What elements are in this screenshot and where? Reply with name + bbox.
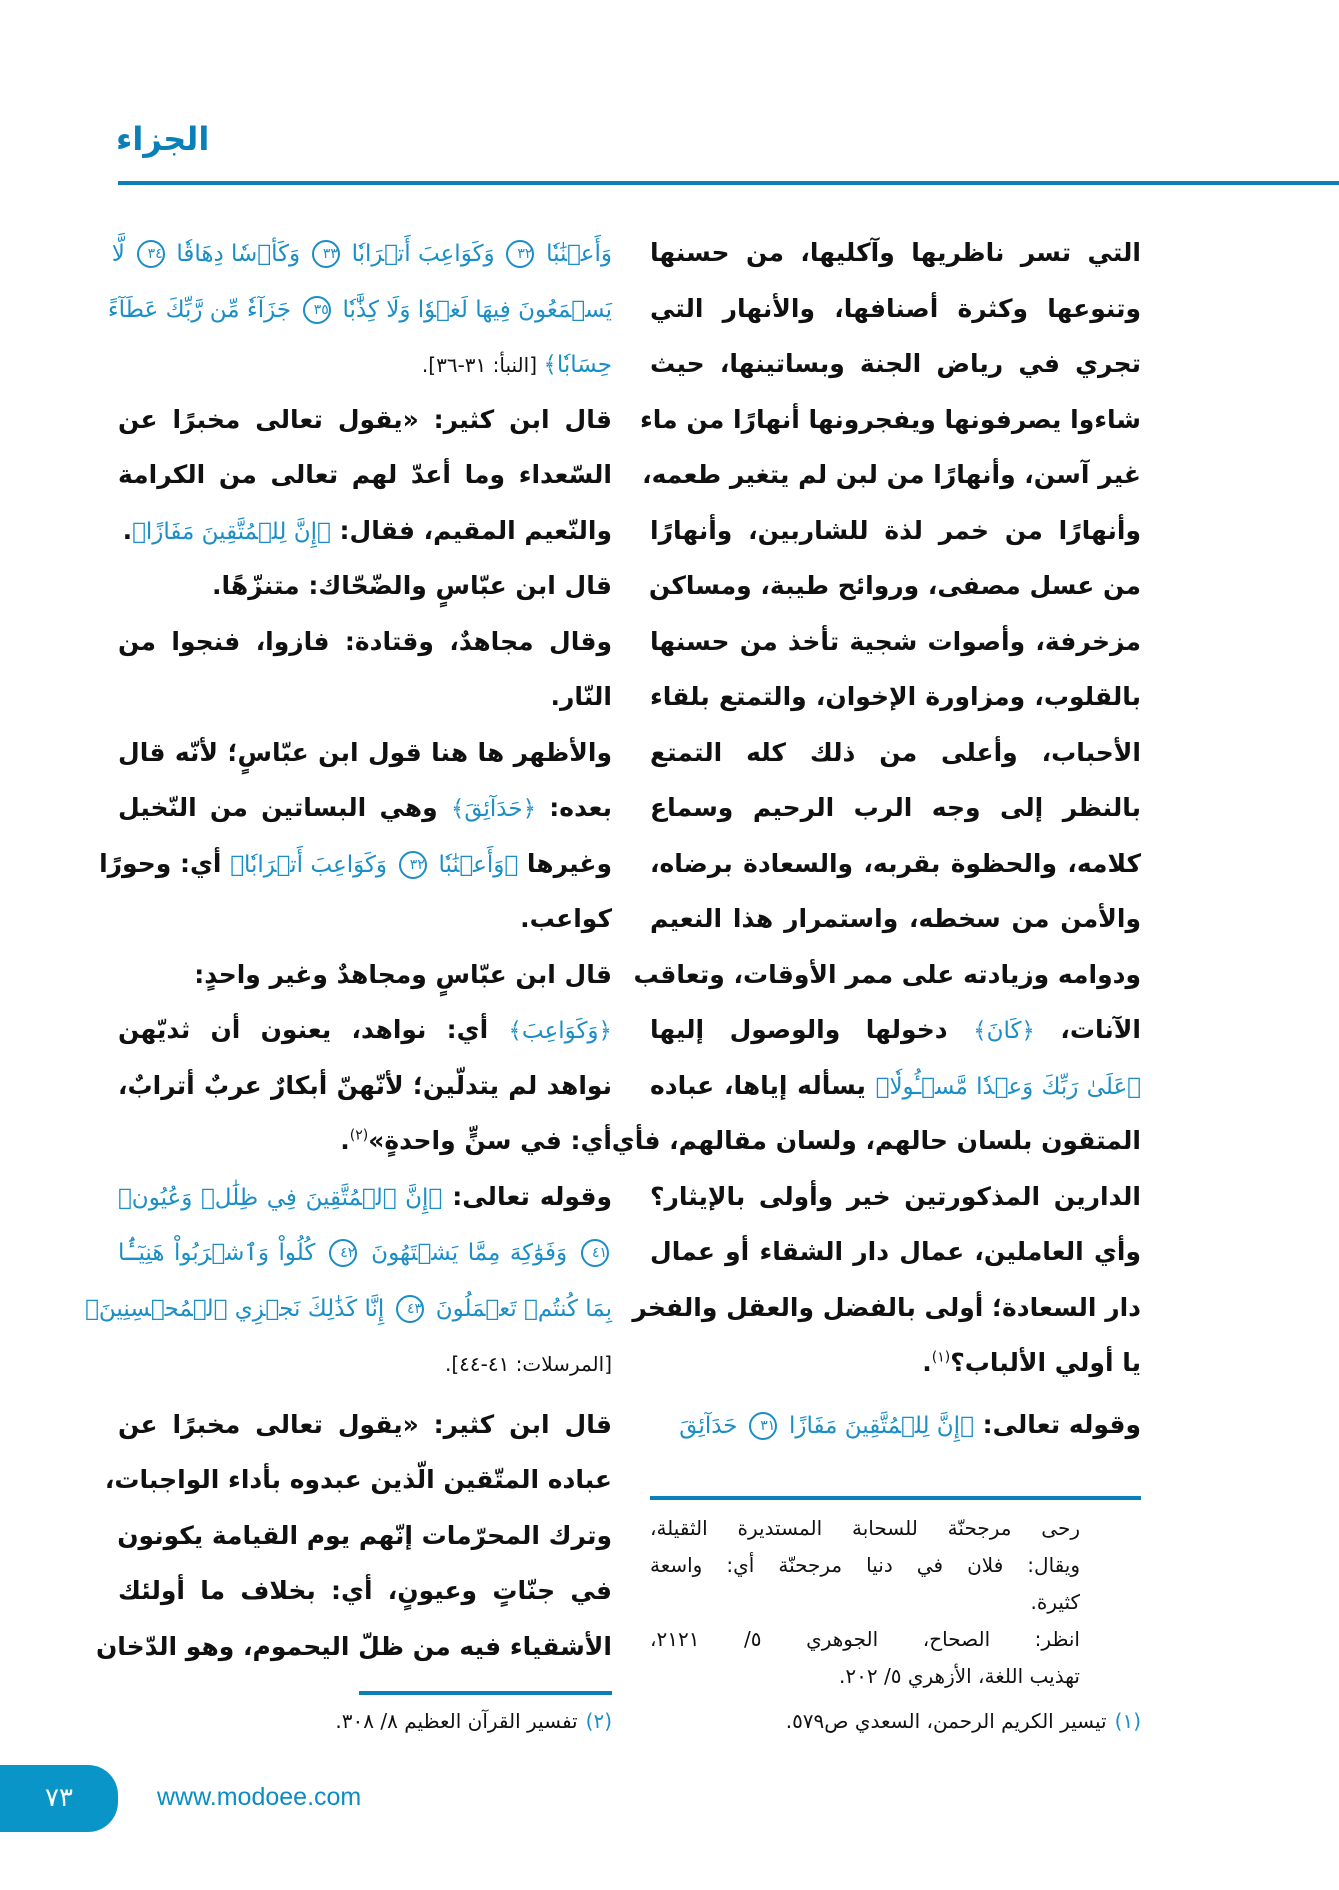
body-text: أي: في سنٍّ واحدةٍ» [368,1126,612,1155]
text-line [118,1058,612,1114]
quran-text: حَدَآئِقَ [679,1412,738,1439]
text-line [118,891,612,947]
quran-text: حِسَابٗا﴾ [543,352,612,378]
footnotes-right [650,1510,1080,1695]
body-text: وهي البساتين من النّخيل [118,793,451,822]
quran-text: ﴿وَأَعۡنَٰبٗا [438,851,519,878]
text-line [107,281,612,337]
text-line [650,336,1141,392]
ayah-number-marker: ٤٢ [329,1239,357,1267]
text-line [118,392,612,448]
ayah-number-marker: ٣٢ [399,851,427,879]
body-text: مزخرفة، وأصوات شجية تأخذ من حسنها [650,626,1141,656]
body-text: ودوامه وزيادته على ممر الأوقات، وتعاقب [633,959,1141,989]
body-text: الأشقياء فيه من ظلّ اليحموم، وهو الدّخان [95,1631,612,1661]
quran-text: ﴿إِنَّ لِلۡمُتَّقِينَ مَفَازًا [788,1412,974,1439]
text-line [118,1224,612,1280]
footnote-text: تفسير القرآن العظيم ٨/ ٣٠٨. [335,1709,578,1733]
body-text: والأظهر ها هنا قول ابن عبّاسٍ؛ لأنّه قال [118,737,612,767]
body-text: يا أولي الألباب؟ [950,1348,1141,1377]
body-text: والأمن من سخطه، واستمرار هذا النعيم [650,904,1141,933]
text-line [650,836,1141,892]
text-line [650,1002,1141,1058]
text-line [118,1508,612,1564]
text-line [118,1002,612,1058]
text-line [650,1397,1141,1453]
running-title: الجزاء [116,120,210,158]
text-line [650,669,1141,725]
text-line [118,336,612,392]
body-text: وقال مجاهدٌ، وقتادة: فازوا، فنجوا من [118,626,612,656]
text-line [642,447,1141,503]
body-text: قال ابن عبّاسٍ والضّحّاك: متنزّهًا. [212,571,612,600]
quran-text: إِنَّا كَذَٰلِكَ نَجۡزِي ٱلۡمُحۡسِنِينَ﴾ [85,1295,385,1322]
body-text: النّار. [550,682,612,711]
body-text: دار السعادة؛ أولى بالفضل والعقل والفخر [632,1292,1141,1322]
text-line [85,1280,612,1336]
body-text: في جنّاتٍ وعيونٍ، أي: بخلاف ما أولئك [118,1576,612,1605]
ayah-number-marker: ٤٣ [396,1295,424,1323]
body-text: وأي العاملين، عمال دار الشقاء أو عمال [650,1237,1141,1266]
footnote-number: (١) [1114,1709,1141,1733]
quran-text: وَأَعۡنَٰبٗا [546,241,612,267]
text-line [118,1335,612,1391]
text-line [650,558,1141,614]
quran-text: وَكَأۡسٗا دِهَاقٗا [176,241,301,267]
text-line [650,780,1141,836]
footnote-separator-left [359,1691,612,1695]
footnote-marker: (٢) [349,1127,369,1144]
text-line [632,1280,1141,1336]
body-text: . [922,1348,932,1377]
text-line [118,1563,612,1619]
body-text: شاءوا يصرفونها ويفجرونها أنهارًا من ماء [639,404,1141,434]
text-line [104,1452,612,1508]
body-text: يسأله إياها، عباده [650,1070,876,1100]
body-text: والنّعيم المقيم، فقال: [330,515,612,545]
quran-text: ﴿إِنَّ لِلۡمُتَّقِينَ مَفَازًا﴾ [132,518,331,545]
text-line [650,1224,1141,1280]
body-text: قال ابن عبّاسٍ ومجاهدٌ وغير واحدٍ: [194,959,612,989]
text-line [650,1335,1141,1391]
body-text: دخولها والوصول إليها [650,1015,974,1044]
body-text: غير آسن، وأنهارًا من لبن لم يتغير طعمه، [642,460,1141,489]
footnote-line: تهذيب اللغة، الأزهري ٥/ ٢٠٢. [839,1664,1080,1688]
body-text: . [340,1126,350,1155]
ayah-number-marker: ٣١ [749,1412,777,1440]
header-rule [118,181,1339,185]
body-text: السّعداء وما أعدّ لهم تعالى من الكرامة [118,460,612,489]
footnote-line: رحى مرجحنّة للسحابة المستديرة الثقيلة، [650,1516,1080,1540]
body-text: قال ابن كثير: «يقول تعالى مخبرًا عن [118,404,612,434]
text-line [650,891,1141,947]
text-line [650,725,1141,781]
body-text: وأنهارًا من خمر لذة للشاربين، وأنهارًا [650,515,1141,545]
text-line [118,725,612,781]
footnote-separator-right [650,1496,1141,1500]
right-text-column [611,225,1141,1452]
left-text-column [85,225,613,1674]
ayah-number-marker: ٣٥ [303,296,331,324]
footnote-line: ويقال: فلان في دنيا مرجحنّة أي: واسعة [650,1553,1080,1577]
body-text: وغيرها [518,848,612,878]
text-line [118,1397,612,1453]
body-text: وتنوعها وكثرة أصنافها، والأنهار التي [650,293,1141,323]
text-line [99,836,612,892]
body-text: أي: وحورًا [99,848,231,878]
text-line [118,947,612,1003]
ayah-number-marker: ٣٤ [137,240,165,268]
body-text: أي: نواهد، يعنون أن ثديّهن [118,1015,509,1044]
body-text: بعده: [536,793,613,822]
quran-text: لَّا [111,241,125,267]
text-line [118,1169,612,1225]
text-line [118,447,612,503]
body-text: نواهد لم يتدلّين؛ لأنّهنّ أبكارٌ عربٌ أترابٌ، [118,1070,612,1100]
page-number-badge: ٧٣ [0,1765,118,1832]
footnote-marker: (١) [931,1349,951,1366]
text-line [650,225,1141,281]
body-text: الأحباب، وأعلى من ذلك كله التمتع [650,737,1141,767]
footnote-number: (٢) [585,1709,612,1733]
body-text: وترك المحرّمات إنّهم يوم القيامة يكونون [117,1520,612,1550]
ayah-number-marker: ٤١ [581,1239,609,1267]
quran-text: وَفَوَٰكِهَ مِمَّا يَشۡتَهُونَ [371,1240,568,1266]
body-text: كواعب. [520,904,612,933]
text-line [650,614,1141,670]
body-text: التي تسر ناظريها وآكليها، من حسنها [650,238,1141,267]
body-text: المتقون بلسان حالهم، ولسان مقالهم، فأي [611,1126,1141,1155]
quran-text: وَكَوَاعِبَ أَتۡرَابٗا [351,241,495,267]
ayah-number-marker: ٣٢ [506,240,534,268]
quran-text: جَزَآءٗ مِّن رَّبِّكَ عَطَآءً [107,296,292,323]
quran-text: بِمَا كُنتُمۡ تَعۡمَلُونَ [435,1295,612,1322]
text-line [118,614,612,670]
text-line [118,669,612,725]
quran-text: كُلُواْ وَٱشۡرَبُواْ هَنِيٓـَٔۢا [118,1240,316,1266]
text-line [650,1169,1141,1225]
text-line [118,558,612,614]
body-text: عباده المتّقين الّذين عبدوه بأداء الواجبات، [104,1465,612,1494]
footnote-line: انظر: الصحاح، الجوهري ٥/ ٢١٢١، [650,1627,1080,1651]
text-line [650,281,1141,337]
text-line [650,503,1141,559]
body-text: وقوله تعالى: [442,1181,612,1211]
body-text: بالقلوب، ومزاورة الإخوان، والتمتع بلقاء [650,682,1141,711]
quran-text: وَكَوَاعِبَ أَتۡرَابٗا﴾ [230,851,388,878]
body-text: كلامه، والحظوة بقربه، والسعادة برضاه، [650,848,1141,878]
ayah-number-marker: ٣٣ [312,240,340,268]
footnote-2 [118,1703,612,1740]
body-text: . [122,515,133,545]
quran-text: ﴿وَكَوَاعِبَ﴾ [508,1018,612,1044]
body-text: من عسل مصفى، وروائح طيبة، ومساكن [648,571,1141,600]
text-line [650,1058,1141,1114]
footnote-line: كثيرة. [1030,1590,1080,1614]
body-text: بالنظر إلى وجه الرب الرحيم وسماع [650,793,1141,822]
quran-text: ﴿عَلَىٰ رَبِّكَ وَعۡدٗا مَّسۡـُٔولٗا﴾ [875,1073,1141,1100]
quran-text: يَسۡمَعُونَ فِيهَا لَغۡوٗا وَلَا كِذَّٰبٗا [342,296,612,323]
citation-reference: [المرسلات: ٤١-٤٤]. [444,1352,612,1376]
text-line [611,1113,1141,1169]
text-line [118,503,612,559]
quran-text: ﴿كَانَ﴾ [973,1018,1035,1044]
body-text: وقوله تعالى: [973,1409,1141,1439]
footnote-1 [650,1703,1141,1740]
text-line [639,392,1141,448]
text-line [633,947,1141,1003]
body-text: الآنات، [1034,1015,1141,1044]
quran-text: ﴿إِنَّ ٱلۡمُتَّقِينَ فِي ظِلَٰلٖ وَعُيُونٖ [118,1184,443,1211]
text-line [95,1619,612,1675]
citation-reference: [النبأ: ٣١-٣٦]. [421,353,544,377]
quran-text: ﴿حَدَآئِقَ﴾ [450,796,537,822]
footnote-text: تيسير الكريم الرحمن، السعدي ص٥٧٩. [785,1709,1107,1733]
body-text: قال ابن كثير: «يقول تعالى مخبرًا عن [118,1409,612,1439]
body-text: الدارين المذكورتين خير وأولى بالإيثار؟ [650,1181,1141,1211]
text-line [118,1113,612,1169]
text-line [118,780,612,836]
website-link[interactable]: www.modoee.com [157,1783,362,1811]
text-line [111,225,612,281]
body-text: تجري في رياض الجنة وبساتينها، حيث [650,349,1141,378]
